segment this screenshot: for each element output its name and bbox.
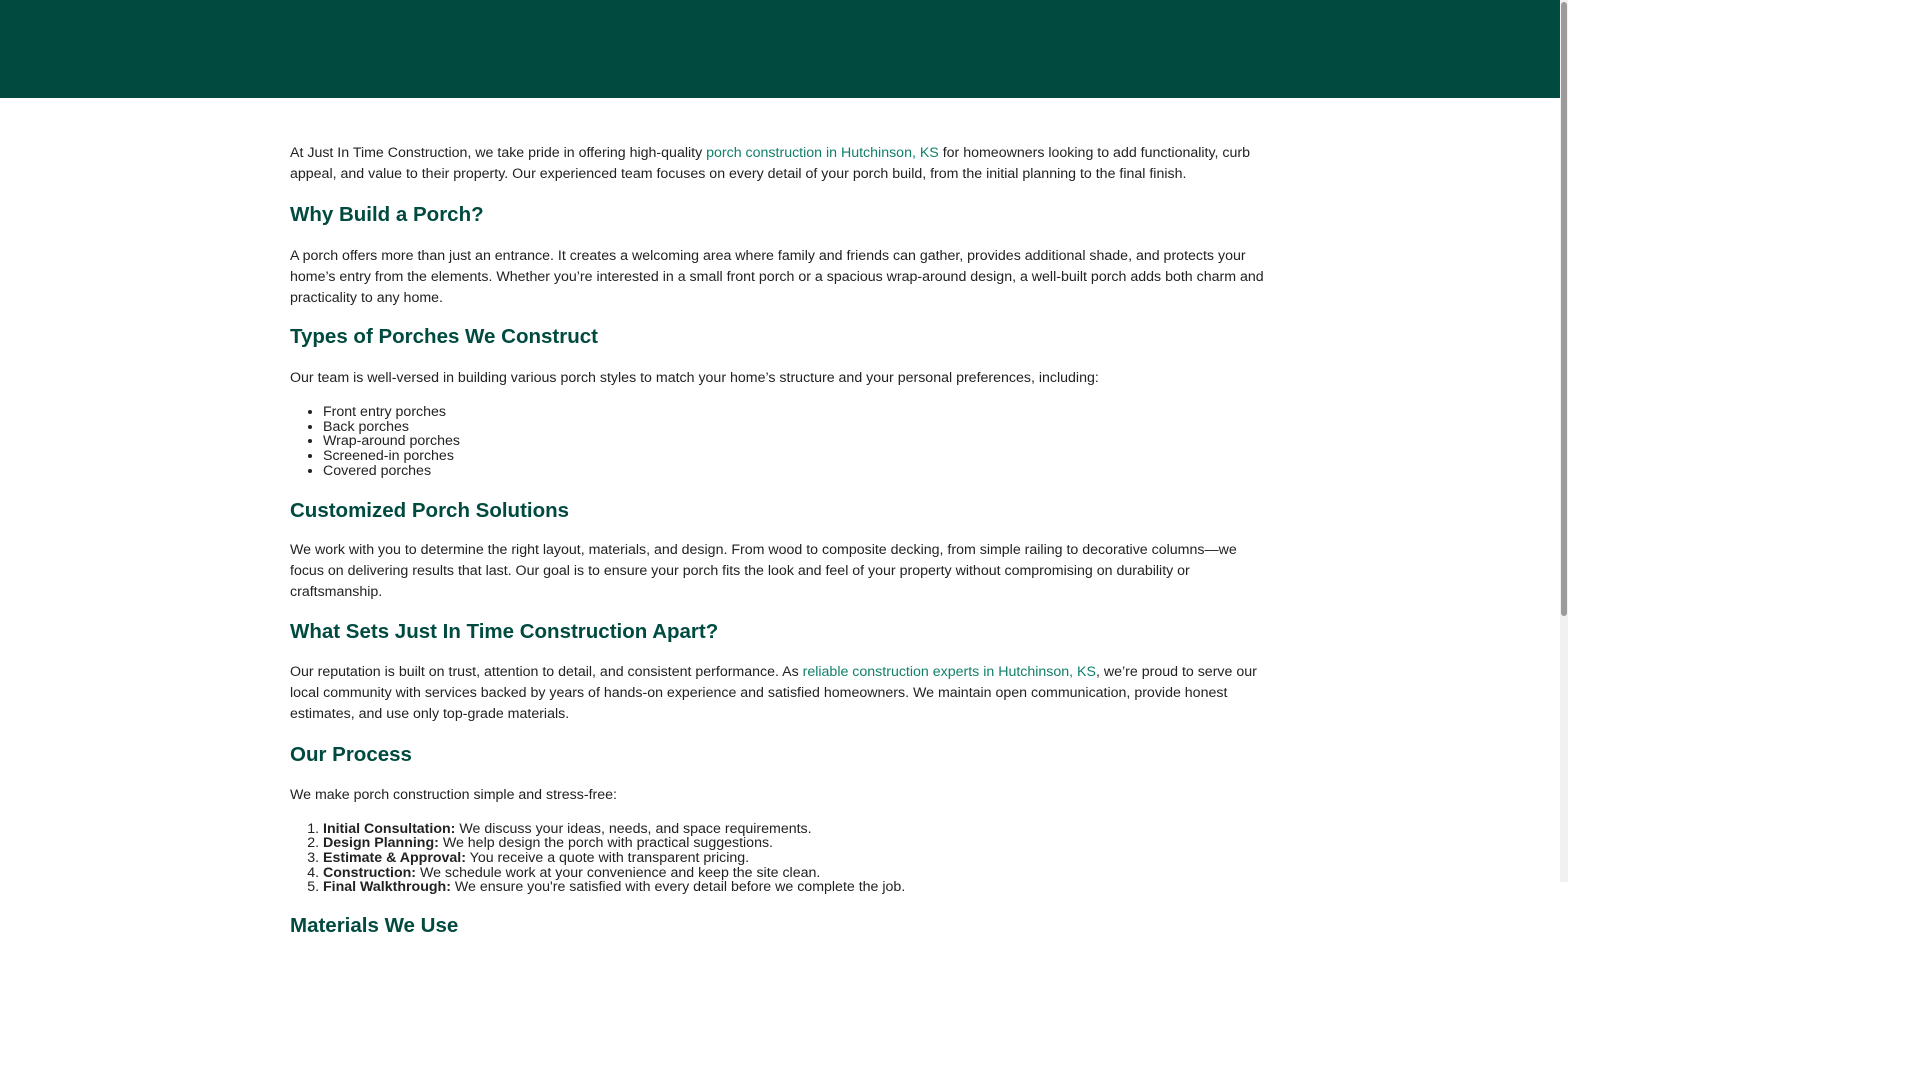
types-paragraph: Our team is well-versed in building various porch styles to match your home’s structure and your personal preferences, including: <box>290 370 1099 386</box>
porch-types-list <box>290 405 1273 479</box>
heading-what-sets-apart: What Sets Just In Time Construction Apart? <box>290 619 719 643</box>
sets-paragraph <box>290 662 1273 725</box>
step-label: Estimate & Approval: <box>323 849 466 866</box>
heading-materials-we-use: Materials We Use <box>290 914 459 938</box>
sets-text-after: , we’re proud to serve our local community with services backed by years of hands-on experience and satisfied homeowners. We maintain open communication, provide honest estimates, and use only top-grade materials. <box>290 663 1257 722</box>
list-item <box>323 851 1273 866</box>
list-item <box>323 836 1273 851</box>
construction-experts-link[interactable]: reliable construction experts in Hutchinson, KS <box>802 663 1096 680</box>
list-item <box>323 822 1273 837</box>
scrollbar-thumb[interactable] <box>1561 2 1567 616</box>
list-item: • Screened-in porches <box>323 449 1273 464</box>
sets-text-before: Our reputation is built on trust, attention to detail, and consistent performance. As <box>290 663 803 680</box>
process-paragraph: We make porch construction simple and stress-free: <box>290 786 617 803</box>
step-label: Initial Consultation: <box>323 820 456 837</box>
main-content <box>290 140 1273 940</box>
heading-customized-solutions: Customized Porch Solutions <box>290 498 570 522</box>
step-text: We help design the porch with practical suggestions. <box>438 835 773 852</box>
why-paragraph: A porch offers more than just an entrance. It creates a welcoming area where family and friends can gather, provides additional shade, and protects your home’s entry from the elements. Whether you’re interested in a small front porch or a spacious wrap-around design, a well-built porch adds both charm and practicality to any home. <box>290 248 1264 306</box>
site-header-banner <box>0 0 1560 98</box>
list-item: • Front entry porches <box>323 405 1273 420</box>
list-item <box>323 880 1273 895</box>
list-item: • Covered porches <box>323 464 1273 479</box>
step-label: Final Walkthrough: <box>323 879 451 896</box>
intro-text-after: for homeowners looking to add functionality, curb appeal, and value to their property. Our experienced team focuses on every detail of your porch build, from the initial planning to the final finish. <box>290 145 1251 182</box>
step-text: You receive a quote with transparent pricing. <box>465 849 750 866</box>
step-label: Design Planning: <box>323 835 439 852</box>
list-item: • Back porches <box>323 420 1273 435</box>
process-steps-list <box>290 822 1273 896</box>
list-item: • Wrap-around porches <box>323 434 1273 449</box>
heading-types-of-porches: Types of Porches We Construct <box>290 325 598 348</box>
heading-why-build-porch: Why Build a Porch? <box>290 203 484 226</box>
intro-text-before: At Just In Time Construction, we take pride in offering high-quality <box>290 145 707 161</box>
step-text: We discuss your ideas, needs, and space requirements. <box>455 820 812 837</box>
heading-our-process: Our Process <box>290 742 412 766</box>
porch-construction-link[interactable]: porch construction in Hutchinson, KS <box>706 145 939 161</box>
page-scrollbar[interactable] <box>1560 0 1568 882</box>
intro-paragraph <box>290 143 1273 185</box>
custom-paragraph: We work with you to determine the right layout, materials, and design. From wood to composite decking, from simple railing to decorative columns—we focus on delivering results that last. Our goal is to ensure your porch fits the look and feel of your property without compromising on durability or craftsmanship. <box>290 541 1237 600</box>
step-text: We schedule work at your convenience and keep the site clean. <box>416 864 821 881</box>
step-label: Construction: <box>323 864 416 881</box>
step-text: We ensure you're satisfied with every detail before we complete the job. <box>450 879 906 896</box>
list-item <box>323 866 1273 881</box>
